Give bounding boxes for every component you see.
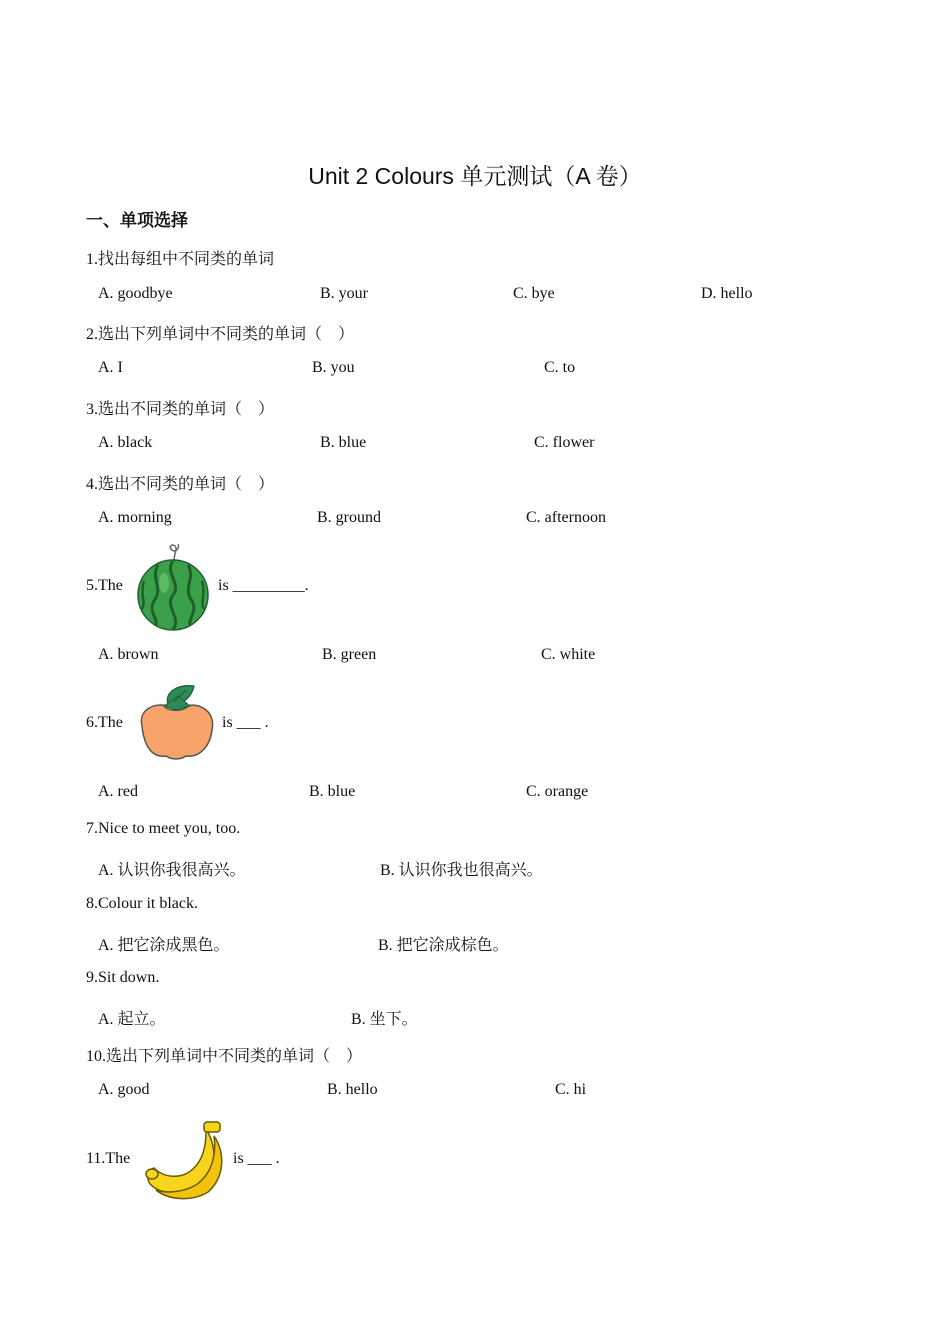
question-5-suffix: is _________. — [218, 577, 309, 594]
question-9-stem: 9.Sit down. — [86, 969, 160, 986]
question-6-option-c[interactable]: C. orange — [526, 783, 589, 800]
orange-image — [134, 682, 218, 762]
question-10-option-a[interactable]: A. good — [98, 1081, 150, 1098]
question-7-option-b[interactable]: B. 认识你我也很高兴。 — [380, 862, 543, 879]
question-7-stem: 7.Nice to meet you, too. — [86, 820, 241, 837]
question-1-option-d[interactable]: D. hello — [701, 285, 753, 302]
question-10-option-c[interactable]: C. hi — [555, 1081, 587, 1098]
question-1-option-c[interactable]: C. bye — [513, 285, 555, 302]
question-11-prefix: 11.The — [86, 1150, 131, 1167]
question-4-stem: 4.选出不同类的单词（ ） — [86, 476, 275, 493]
banana-image — [142, 1118, 230, 1202]
question-2-option-a[interactable]: A. I — [98, 359, 123, 376]
question-6-option-b[interactable]: B. blue — [309, 783, 356, 800]
question-9-option-a[interactable]: A. 起立。 — [98, 1011, 166, 1028]
question-8-stem: 8.Colour it black. — [86, 895, 198, 912]
question-1-option-a[interactable]: A. goodbye — [98, 285, 173, 302]
question-9-option-b[interactable]: B. 坐下。 — [351, 1011, 418, 1028]
question-5-option-a[interactable]: A. brown — [98, 646, 159, 663]
question-8-option-a[interactable]: A. 把它涂成黑色。 — [98, 937, 230, 954]
question-3-option-a[interactable]: A. black — [98, 434, 153, 451]
question-11-suffix: is ___ . — [233, 1150, 280, 1167]
question-5-prefix: 5.The — [86, 577, 123, 594]
question-4-option-c[interactable]: C. afternoon — [526, 509, 606, 526]
question-1-option-b[interactable]: B. your — [320, 285, 368, 302]
section-heading: 一、单项选择 — [86, 211, 188, 231]
question-1-stem: 1.找出每组中不同类的单词 — [86, 251, 275, 268]
question-10-stem: 10.选出下列单词中不同类的单词（ ） — [86, 1048, 363, 1065]
question-2-option-c[interactable]: C. to — [544, 359, 576, 376]
question-3-option-b[interactable]: B. blue — [320, 434, 367, 451]
page-title: Unit 2 Colours 单元测试（A 卷） — [308, 163, 642, 189]
question-7-option-a[interactable]: A. 认识你我很高兴。 — [98, 862, 246, 879]
question-6-suffix: is ___ . — [222, 714, 269, 731]
question-4-option-a[interactable]: A. morning — [98, 509, 172, 526]
watermelon-image — [134, 543, 212, 633]
question-2-stem: 2.选出下列单词中不同类的单词（ ） — [86, 326, 355, 343]
question-5-option-b[interactable]: B. green — [322, 646, 377, 663]
question-5-option-c[interactable]: C. white — [541, 646, 596, 663]
question-8-option-b[interactable]: B. 把它涂成棕色。 — [378, 937, 509, 954]
question-10-option-b[interactable]: B. hello — [327, 1081, 378, 1098]
question-3-option-c[interactable]: C. flower — [534, 434, 595, 451]
question-6-option-a[interactable]: A. red — [98, 783, 138, 800]
question-3-stem: 3.选出不同类的单词（ ） — [86, 401, 275, 418]
question-4-option-b[interactable]: B. ground — [317, 509, 381, 526]
question-6-prefix: 6.The — [86, 714, 123, 731]
question-2-option-b[interactable]: B. you — [312, 359, 355, 376]
